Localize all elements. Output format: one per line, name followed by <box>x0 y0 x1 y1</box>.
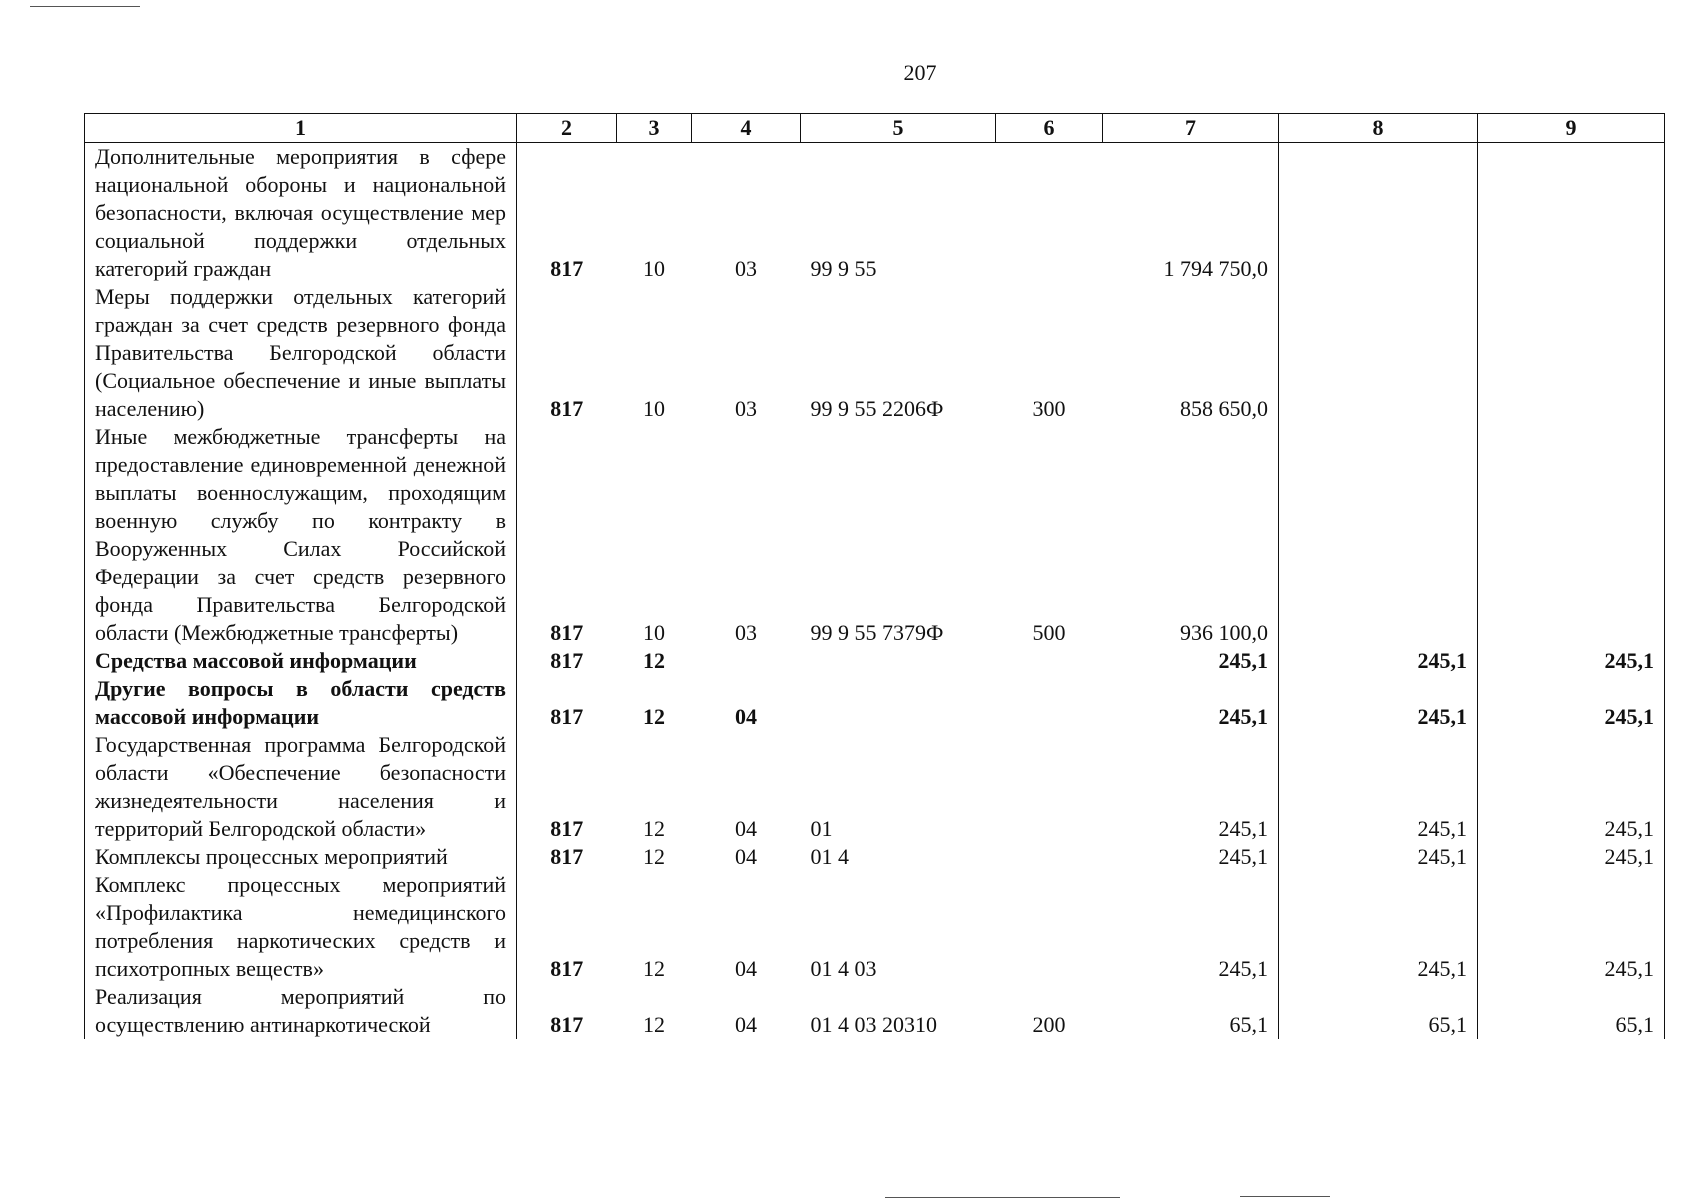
cell-sum-7: 1 794 750,0 <box>1163 256 1268 281</box>
cell-type <box>996 731 1103 843</box>
header-cell: 7 <box>1103 114 1279 143</box>
cell-section: 10 <box>643 396 665 421</box>
table-row <box>85 731 1665 843</box>
cell-subsection: 04 <box>735 844 757 869</box>
cell-section: 12 <box>643 648 665 673</box>
cell-sum-8 <box>1279 423 1478 647</box>
cell-subsection: 04 <box>735 704 757 729</box>
cell-sum-9: 65,1 <box>1478 983 1665 1039</box>
cell-subsection <box>692 647 801 675</box>
cell-section: 12 <box>643 844 665 869</box>
cell-code: 817 <box>517 843 617 871</box>
cell-sum-7: 245,1 <box>1218 648 1268 673</box>
cell-sum-8: 65,1 <box>1279 983 1478 1039</box>
cell-target: 99 9 55 <box>810 256 877 281</box>
cell-sum-8: 245,1 <box>1279 843 1478 871</box>
scan-artifact-line <box>30 6 140 7</box>
header-cell: 2 <box>517 114 617 143</box>
scan-artifact-line <box>1240 1196 1330 1197</box>
cell-type <box>996 647 1103 675</box>
header-cell: 4 <box>692 114 801 143</box>
cell-subsection: 03 <box>735 256 757 281</box>
cell-sum-9: 245,1 <box>1478 647 1665 675</box>
cell-sum-7: 245,1 <box>1218 844 1268 869</box>
header-cell: 3 <box>617 114 692 143</box>
cell-sum-8 <box>1279 283 1478 423</box>
table-header-row <box>85 114 1665 143</box>
row-label: Средства массовой информации <box>85 647 517 675</box>
cell-sum-9: 245,1 <box>1478 675 1665 731</box>
cell-sum-9 <box>1478 283 1665 423</box>
cell-target: 01 4 03 20310 <box>810 1012 937 1037</box>
row-label: Другие вопросы в области средств массовой информации <box>85 675 517 731</box>
table-row <box>85 843 1665 871</box>
cell-code: 817 <box>517 871 617 983</box>
cell-sum-7: 936 100,0 <box>1180 620 1268 645</box>
row-label: Комплексы процессных мероприятий <box>85 843 517 871</box>
table-row <box>85 423 1665 647</box>
scan-artifact-line <box>885 1197 1120 1198</box>
cell-section: 10 <box>643 256 665 281</box>
budget-table <box>84 113 1665 1039</box>
table-row <box>85 871 1665 983</box>
cell-target <box>801 675 996 731</box>
cell-target: 99 9 55 2206Ф <box>810 396 944 421</box>
row-label: Государственная программа Белгородской области «Обеспечение безопасности жизнедеятельности населения и территорий Белгородской области» <box>85 731 517 843</box>
cell-code: 817 <box>517 143 617 284</box>
header-cell: 9 <box>1478 114 1665 143</box>
cell-subsection: 04 <box>735 956 757 981</box>
cell-sum-8: 245,1 <box>1279 871 1478 983</box>
cell-sum-9: 245,1 <box>1478 843 1665 871</box>
cell-sum-9: 245,1 <box>1478 731 1665 843</box>
row-label: Дополнительные мероприятия в сфере национальной обороны и национальной безопасности, включая осуществление мер социальной поддержки отдельных категорий граждан <box>85 143 517 284</box>
header-cell: 8 <box>1279 114 1478 143</box>
cell-section: 12 <box>643 704 665 729</box>
cell-target: 01 <box>810 816 833 841</box>
cell-sum-7: 65,1 <box>1229 1012 1268 1037</box>
cell-type <box>996 843 1103 871</box>
cell-code: 817 <box>517 983 617 1039</box>
cell-target: 99 9 55 7379Ф <box>810 620 944 645</box>
table-row <box>85 143 1665 284</box>
cell-code: 817 <box>517 283 617 423</box>
row-label: Комплекс процессных мероприятий «Профилактика немедицинского потребления наркотических средств и психотропных веществ» <box>85 871 517 983</box>
cell-code: 817 <box>517 647 617 675</box>
cell-sum-7: 245,1 <box>1218 956 1268 981</box>
table-row <box>85 983 1665 1039</box>
table-row <box>85 283 1665 423</box>
cell-sum-8: 245,1 <box>1279 675 1478 731</box>
header-cell: 6 <box>996 114 1103 143</box>
table-row <box>85 647 1665 675</box>
cell-code: 817 <box>517 675 617 731</box>
row-label: Меры поддержки отдельных категорий граждан за счет средств резервного фонда Правительства Белгородской области (Социальное обеспечение и иные выплаты населению) <box>85 283 517 423</box>
cell-subsection: 04 <box>735 816 757 841</box>
cell-target: 01 4 03 <box>810 956 877 981</box>
header-cell: 1 <box>85 114 517 143</box>
cell-type: 500 <box>1032 620 1066 645</box>
cell-target <box>801 647 996 675</box>
cell-subsection: 03 <box>735 396 757 421</box>
cell-type: 300 <box>1032 396 1066 421</box>
cell-subsection: 03 <box>735 620 757 645</box>
cell-code: 817 <box>517 731 617 843</box>
cell-section: 12 <box>643 816 665 841</box>
cell-sum-7: 245,1 <box>1218 816 1268 841</box>
cell-sum-8 <box>1279 143 1478 284</box>
cell-sum-9: 245,1 <box>1478 871 1665 983</box>
cell-type <box>996 871 1103 983</box>
cell-type: 200 <box>1032 1012 1066 1037</box>
cell-sum-8: 245,1 <box>1279 647 1478 675</box>
row-label: Иные межбюджетные трансферты на предоставление единовременной денежной выплаты военнослужащим, проходящим военную службу по контракту в Вооруженных Силах Российской Федерации за счет средств резервного фонда Правительства Белгородской области (Межбюджетные трансферты) <box>85 423 517 647</box>
cell-sum-9 <box>1478 423 1665 647</box>
cell-type <box>996 675 1103 731</box>
cell-subsection: 04 <box>735 1012 757 1037</box>
cell-target: 01 4 <box>810 844 849 869</box>
cell-section: 12 <box>643 1012 665 1037</box>
table-row <box>85 675 1665 731</box>
cell-sum-8: 245,1 <box>1279 731 1478 843</box>
cell-code: 817 <box>517 423 617 647</box>
cell-section: 10 <box>643 620 665 645</box>
row-label: Реализация мероприятий по осуществлению антинаркотической <box>85 983 517 1039</box>
cell-sum-7: 858 650,0 <box>1180 396 1268 421</box>
page-number: 207 <box>903 60 937 85</box>
cell-sum-7: 245,1 <box>1218 704 1268 729</box>
cell-section: 12 <box>643 956 665 981</box>
cell-sum-9 <box>1478 143 1665 284</box>
header-cell: 5 <box>801 114 996 143</box>
cell-type <box>996 143 1103 284</box>
